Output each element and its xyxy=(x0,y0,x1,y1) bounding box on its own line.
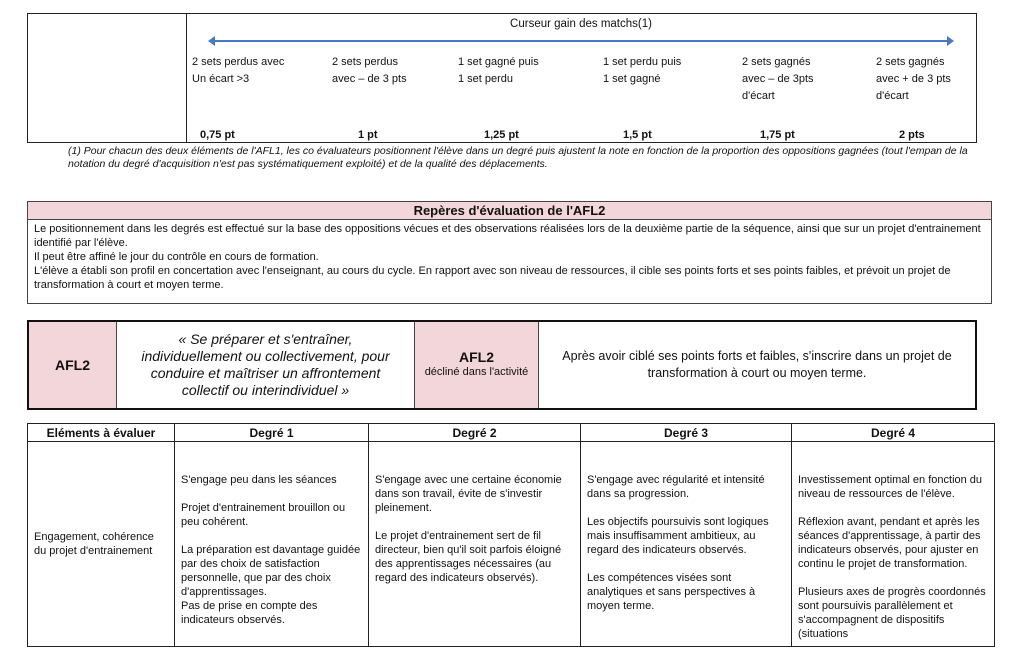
reperes-box xyxy=(27,201,992,304)
afl2-activity-label: AFL2 xyxy=(459,349,494,365)
cell-text: Les compétences visées sont analytiques et sans perspectives à moyen terme. xyxy=(587,572,756,612)
degree-label-5: 2 sets gagnés avec – de 3pts d'écart xyxy=(742,56,814,102)
cell-text: S'engage avec une certaine économie dans son travail, évite de s'investir pleinement. xyxy=(375,474,562,514)
afl2-quote: « Se préparer et s'entraîner, individuellement ou collectivement, pour conduire et maîtriser un affrontement collectif ou interindividuel » xyxy=(117,322,415,408)
degree-label-4: 1 set perdu puis 1 set gagné xyxy=(603,56,682,85)
reperes-body xyxy=(28,220,991,294)
element-cell: Engagement, cohérence du projet d'entrainement xyxy=(28,442,175,647)
cursor-table xyxy=(27,13,977,143)
degree-label-3: 1 set gagné puis 1 set perdu xyxy=(458,56,539,85)
degree-points-5: 1,75 pt xyxy=(760,129,795,141)
cell-text: Le projet d'entrainement sert de fil directeur, bien qu'il soit parfois éloigné des apprentissages nécessaires (au regard des indicateurs observés). xyxy=(375,530,562,584)
reperes-line: L'élève a établi son profil en concertation avec l'enseignant, au cours du cycle. En rapport avec son niveau de ressources, il cible ses points forts et ses points faibles, et prévoit un projet de transformation à court et moyen terme. xyxy=(34,265,951,291)
afl2-label: AFL2 xyxy=(29,322,117,408)
degree-points-1: 0,75 pt xyxy=(200,129,235,141)
cell-text: S'engage peu dans les séances xyxy=(181,474,337,486)
table-row xyxy=(28,442,995,647)
header-degre-1: Degré 1 xyxy=(175,424,369,442)
cell-text: Investissement optimal en fonction du niveau de ressources de l'élève. xyxy=(798,474,983,500)
afl2-activity-cell xyxy=(415,322,539,408)
degre-2-cell xyxy=(369,442,581,647)
cell-text: Projet d'entrainement brouillon ou peu cohérent. xyxy=(181,502,346,528)
degree-label-6: 2 sets gagnés avec + de 3 pts d'écart xyxy=(876,56,951,102)
cell-text: Pas de prise en compte des indicateurs observés. xyxy=(181,600,318,626)
cell-text: S'engage avec régularité et intensité dans sa progression. xyxy=(587,474,765,500)
afl2-box xyxy=(27,320,977,410)
double-arrow-icon xyxy=(214,40,948,42)
cell-text: Plusieurs axes de progrès coordonnés sont poursuivis parallèlement et s'accompagnent de dispositifs (situations xyxy=(798,586,986,640)
header-degre-3: Degré 3 xyxy=(581,424,792,442)
degre-3-cell xyxy=(581,442,792,647)
cell-text: Réflexion avant, pendant et après les séances d'apprentissage, à partir des indicateurs observés, pour ajuster en continu le projet de transformation. xyxy=(798,516,981,570)
footnote: (1) Pour chacun des deux éléments de l'AFL1, les co évaluateurs positionnent l'élève dans un degré puis ajustent la note en fonction de la proportion des oppositions gagnées (tout l'empan de la notation du degré d'acquisition n'est pas systématiquement exploité) et de la qualité des déplacements. xyxy=(68,145,968,170)
cell-text: La préparation est davantage guidée par des choix de satisfaction personnelle, que par des choix d'apprentissages. xyxy=(181,544,361,598)
header-elements: Eléments à évaluer xyxy=(28,424,175,442)
degree-label-1: 2 sets perdus avec Un écart >3 xyxy=(192,56,285,85)
degree-points-6: 2 pts xyxy=(899,129,925,141)
evaluation-table xyxy=(27,423,995,647)
cell-text: Les objectifs poursuivis sont logiques mais insuffisamment ambitieux, au regard des indicateurs observés. xyxy=(587,516,769,556)
degree-label-2: 2 sets perdus avec – de 3 pts xyxy=(332,56,407,85)
degree-points-2: 1 pt xyxy=(358,129,378,141)
degree-points-3: 1,25 pt xyxy=(484,129,519,141)
afl2-description: Après avoir ciblé ses points forts et faibles, s'inscrire dans un projet de transformation à court ou moyen terme. xyxy=(562,349,952,380)
degre-4-cell xyxy=(792,442,995,647)
reperes-line: Le positionnement dans les degrés est effectué sur la base des oppositions vécues et des observations réalisées lors de la deuxième partie de la séquence, ainsi que sur un projet d'entrainement identifié par l'élève. xyxy=(34,223,981,249)
degree-points-4: 1,5 pt xyxy=(623,129,652,141)
header-degre-2: Degré 2 xyxy=(369,424,581,442)
header-degre-4: Degré 4 xyxy=(792,424,995,442)
cursor-empty-cell xyxy=(28,14,187,142)
afl2-activity-sub: décliné dans l'activité xyxy=(424,366,529,378)
reperes-line: Il peut être affiné le jour du contrôle en cours de formation. xyxy=(34,251,319,263)
table-header-row xyxy=(28,424,995,442)
cursor-title: Curseur gain des matchs(1) xyxy=(510,18,652,30)
reperes-title: Repères d'évaluation de l'AFL2 xyxy=(28,202,991,220)
degre-1-cell xyxy=(175,442,369,647)
